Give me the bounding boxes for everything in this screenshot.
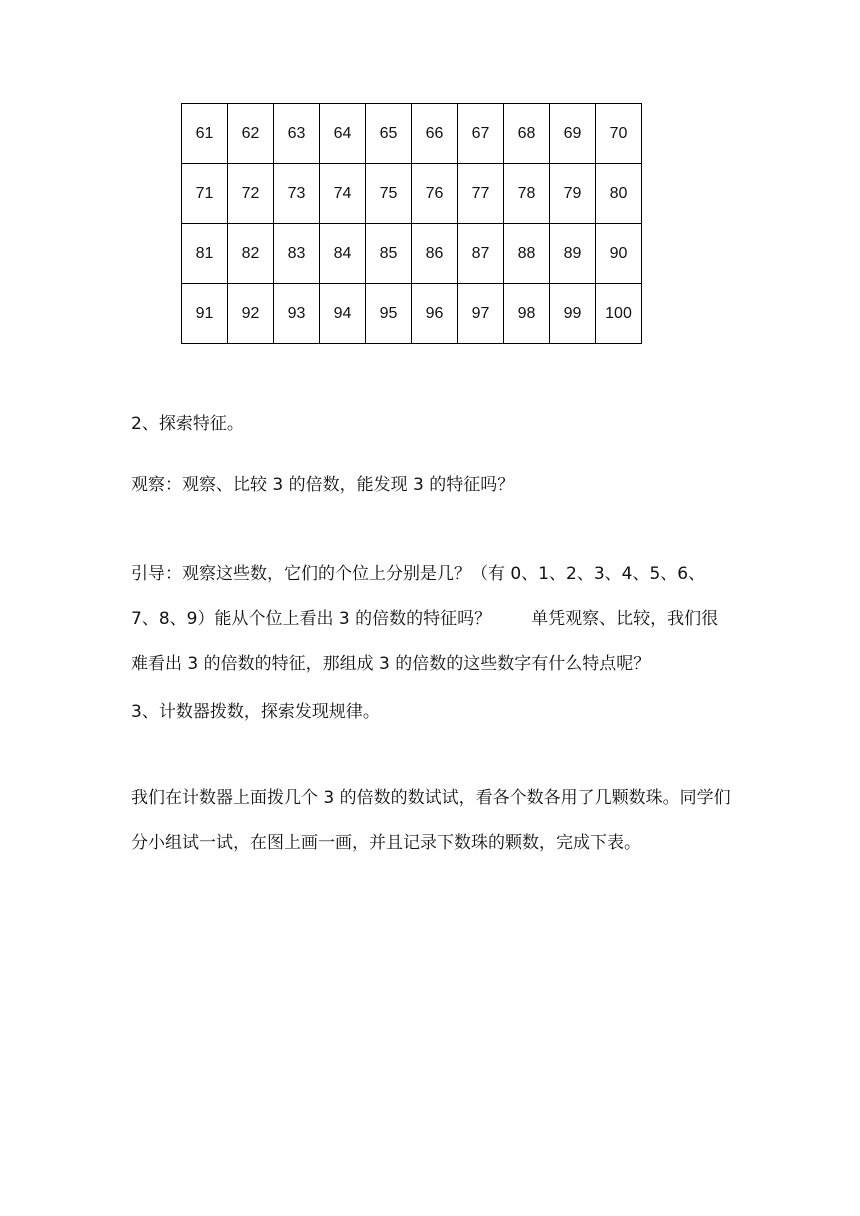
- table-cell: 70: [596, 104, 642, 164]
- table-cell: 65: [366, 104, 412, 164]
- table-cell: 97: [458, 284, 504, 344]
- table-cell: 85: [366, 224, 412, 284]
- table-cell: 84: [320, 224, 366, 284]
- table-cell: 79: [550, 164, 596, 224]
- table-cell: 64: [320, 104, 366, 164]
- table-cell: 96: [412, 284, 458, 344]
- table-cell: 99: [550, 284, 596, 344]
- table-cell: 100: [596, 284, 642, 344]
- table-cell: 75: [366, 164, 412, 224]
- table-cell: 88: [504, 224, 550, 284]
- table-cell: 62: [228, 104, 274, 164]
- table-cell: 77: [458, 164, 504, 224]
- table-row: [182, 224, 642, 284]
- section-2-heading: 2、探索特征。: [131, 414, 244, 434]
- table-cell: 93: [274, 284, 320, 344]
- table-row: [182, 104, 642, 164]
- table-cell: 78: [504, 164, 550, 224]
- guide-text-part1: 引导：观察这些数，它们的个位上分别是几？（有 0、1、2、3、4、5、6、7、8、9）能从个位上看出 3 的倍数的特征吗？: [131, 564, 706, 629]
- table-cell: 86: [412, 224, 458, 284]
- table-cell: 63: [274, 104, 320, 164]
- table-cell: 98: [504, 284, 550, 344]
- table-cell: 83: [274, 224, 320, 284]
- table-row: [182, 284, 642, 344]
- table-cell: 66: [412, 104, 458, 164]
- table-cell: 89: [550, 224, 596, 284]
- table-row: [182, 164, 642, 224]
- guide-paragraph: [131, 552, 731, 687]
- table-cell: 76: [412, 164, 458, 224]
- table-cell: 80: [596, 164, 642, 224]
- table-cell: 94: [320, 284, 366, 344]
- table-cell: 71: [182, 164, 228, 224]
- table-cell: 73: [274, 164, 320, 224]
- table-cell: 74: [320, 164, 366, 224]
- table-cell: 68: [504, 104, 550, 164]
- table-cell: 82: [228, 224, 274, 284]
- table-cell: 95: [366, 284, 412, 344]
- table-cell: 81: [182, 224, 228, 284]
- number-grid-body: [182, 104, 642, 344]
- table-cell: 90: [596, 224, 642, 284]
- table-cell: 61: [182, 104, 228, 164]
- abacus-paragraph: 我们在计数器上面拨几个 3 的倍数的数试试，看各个数各用了几颗数珠。同学们分小组试一试，在图上画一画，并且记录下数珠的颗数，完成下表。: [131, 788, 731, 853]
- table-cell: 87: [458, 224, 504, 284]
- observe-paragraph: 观察：观察、比较 3 的倍数，能发现 3 的特征吗？: [131, 475, 515, 495]
- section-3-heading: 3、计数器拨数，探索发现规律。: [131, 702, 380, 722]
- table-cell: 72: [228, 164, 274, 224]
- table-cell: 67: [458, 104, 504, 164]
- table-cell: 91: [182, 284, 228, 344]
- guide-text-part2: 单凭观察、比较，我们很难看出 3 的倍数的特征，那组成 3 的倍数的这些数字有什么特点呢？: [131, 609, 719, 674]
- table-cell: 92: [228, 284, 274, 344]
- table-cell: 69: [550, 104, 596, 164]
- number-grid-table: [181, 103, 642, 344]
